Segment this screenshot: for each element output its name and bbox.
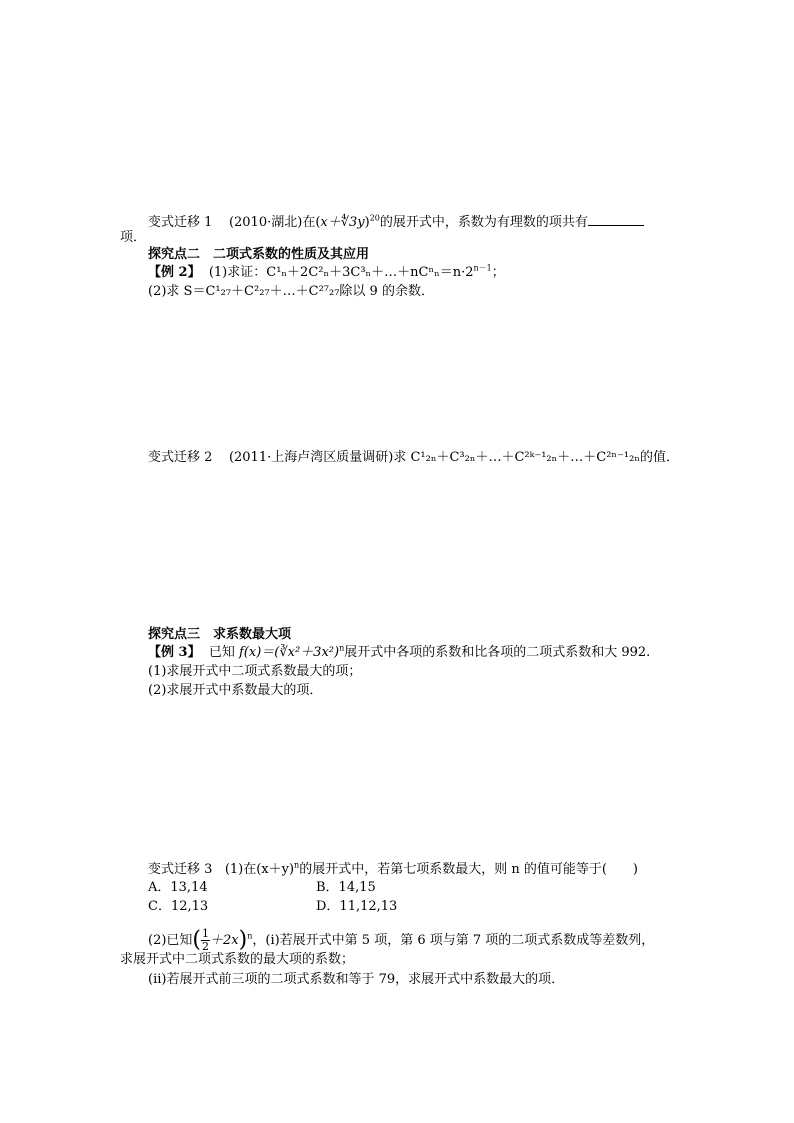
- variant3-label: 变式迁移 3: [148, 862, 213, 877]
- variant2-label: 变式迁移 2: [148, 450, 213, 465]
- example2-p1: (1)求证：C: [208, 265, 277, 280]
- variant3-q2-line1: [148, 928, 654, 953]
- example2-line2: [148, 284, 434, 300]
- option-c[interactable]: C．12,13: [148, 899, 209, 914]
- example2-line1: [148, 265, 505, 281]
- example3-line1: [148, 645, 650, 661]
- variant2-text: 求 C: [393, 450, 421, 465]
- fraction: [201, 928, 210, 953]
- example3-fx: f(x)＝(∛x²＋3x²): [238, 645, 340, 660]
- left-paren: (: [192, 927, 202, 953]
- variant1-exp: 20: [369, 213, 380, 223]
- variant1-label: 变式迁移 1: [148, 215, 213, 230]
- fraction-denominator: 2: [202, 940, 210, 953]
- variant1-post: 的展开式中，系数为有理数的项共有: [379, 215, 588, 230]
- option-b[interactable]: B．14,15: [316, 880, 376, 895]
- fraction-numerator: 1: [202, 927, 210, 940]
- answer-blank[interactable]: [588, 213, 644, 226]
- example2-p1-end: ；: [491, 265, 505, 280]
- example3-pre: 已知: [208, 645, 239, 660]
- example2-p2: (2)求 S＝C: [148, 284, 216, 299]
- option-d[interactable]: D．11,12,13: [316, 899, 398, 914]
- right-paren: ): [238, 927, 248, 953]
- section2-title: 探究点二 二项式系数的性质及其应用: [148, 247, 370, 262]
- variant3-q1: [148, 862, 638, 878]
- example3-label: 【例 3】: [148, 645, 201, 660]
- example3-post: 展开式中各项的系数和比各项的二项式系数和大 992.: [344, 645, 651, 660]
- section3-title: 探究点三 求系数最大项: [148, 627, 292, 642]
- variant2-source: (2011·上海卢湾区质量调研): [228, 450, 394, 465]
- variant3-q1-exp: n: [294, 860, 300, 870]
- example3-q1: (1)求展开式中二项式系数最大的项；: [148, 664, 362, 679]
- variant2-end: 的值．: [639, 450, 679, 465]
- example2-p1-math: ¹ₙ＋2C²ₙ＋3C³ₙ＋…＋nCⁿₙ＝n·2: [276, 265, 474, 280]
- example2-p1-exp: n－1: [473, 263, 492, 273]
- example3-fx-exp: n: [339, 643, 345, 653]
- variant2-line: [148, 450, 679, 466]
- variant3-q1-pre: (1)在(x＋y): [224, 862, 295, 877]
- variant1-expr: x＋∜3y: [320, 215, 365, 230]
- variant3-q2-line2: 求展开式中二项式系数的最大项的系数；: [120, 952, 355, 967]
- variant3-q2-mid: ＋2x: [210, 933, 239, 948]
- variant1-pre: 在(: [302, 215, 321, 230]
- variant2-math: ¹₂ₙ＋C³₂ₙ＋…＋C²ᵏ⁻¹₂ₙ＋…＋C²ⁿ⁻¹₂ₙ: [420, 450, 640, 465]
- example3-q2: (2)求展开式中系数最大的项．: [148, 683, 323, 698]
- variant3-q2-post: ，(ⅰ)若展开式中第 5 项，第 6 项与第 7 项的二项式系数成等差数列，: [252, 933, 655, 948]
- example2-p2-math: ¹₂₇＋C²₂₇＋…＋C²⁷₂₇: [215, 284, 340, 299]
- variant3-q2-pre: (2)已知: [148, 933, 193, 948]
- example2-label: 【例 2】: [148, 265, 201, 280]
- example2-p2-end: 除以 9 的余数．: [339, 284, 434, 299]
- option-a[interactable]: A．13,14: [148, 880, 208, 895]
- variant1-source: (2010·湖北): [228, 215, 303, 230]
- variant3-q1-post: 的展开式中，若第七项系数最大，则 n 的值可能等于( ): [299, 862, 638, 877]
- variant3-q2-exp: n: [247, 931, 253, 941]
- variant1-tail: 项．: [120, 230, 147, 245]
- variant1-line: 变式迁移 1 (2010·湖北)在(x＋∜3y)$^{20}$的展开式中，系数为有理数的项共有: [148, 213, 644, 231]
- variant3-q2-line3: (ⅱ)若展开式前三项的二项式系数和等于 79，求展开式中系数最大的项．: [148, 972, 565, 987]
